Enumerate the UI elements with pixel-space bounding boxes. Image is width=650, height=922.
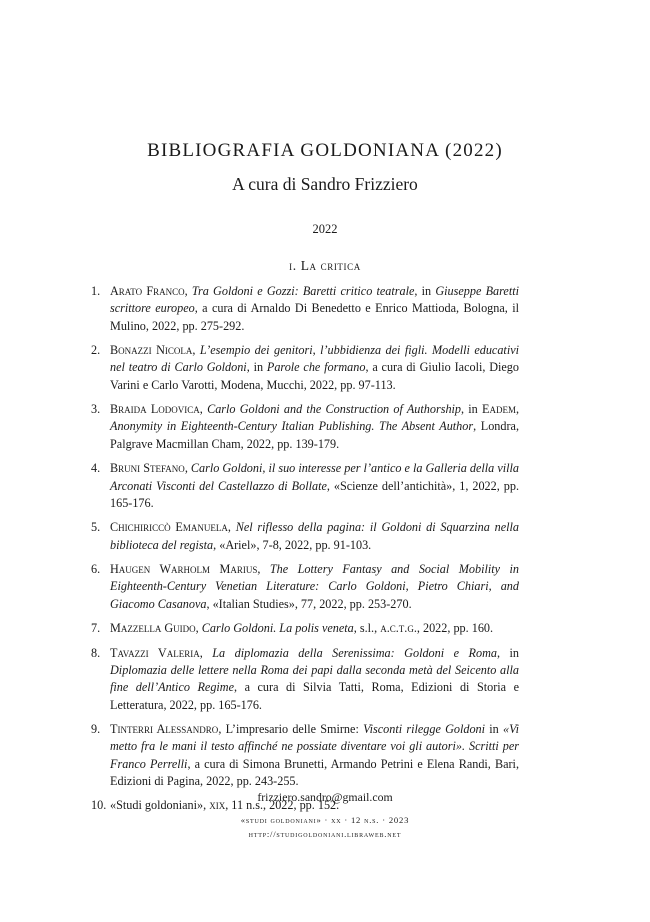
article-editor: A cura di Sandro Frizziero xyxy=(232,174,418,194)
bibliography-entry xyxy=(91,342,519,394)
entry-segment: , Londra, Palgrave Macmillan Cham, 2022, pp. 139-179. xyxy=(110,419,519,451)
entry-text xyxy=(110,645,519,714)
bibliography-entry xyxy=(91,645,519,714)
entry-text xyxy=(110,283,519,335)
entry-segment: , s.l., xyxy=(353,621,381,636)
author-name: Bruni Stefano xyxy=(110,461,185,476)
entry-segment: , xyxy=(199,402,208,417)
author-email[interactable]: frizziero.sandro@gmail.com xyxy=(257,790,393,804)
entry-segment: , «Ariel», 7-8, 2022, pp. 91-103. xyxy=(213,537,372,552)
bibliography-entry xyxy=(91,721,519,790)
entry-number: 10. xyxy=(91,798,107,813)
entry-number: 9. xyxy=(91,722,101,737)
entry-segment: , «Scienze dell’antichità», 1, 2022, pp. 165-176. xyxy=(110,478,519,510)
article-title: BIBLIOGRAFIA GOLDONIANA (2022) xyxy=(147,140,503,161)
entry-segment: in xyxy=(485,722,503,737)
entry-segment: , L’impresario delle Smirne: xyxy=(218,722,364,737)
author-name: Mazzella Guido xyxy=(110,621,196,636)
entry-segment: , xyxy=(227,520,236,535)
entry-segment: , xyxy=(257,562,270,577)
entry-number: 2. xyxy=(91,343,101,358)
entry-text xyxy=(110,721,519,790)
entry-segment: , xyxy=(184,461,191,476)
work-title: Diplomazia delle lettere nella Roma dei papi dalla seconda metà del Seicento alla fine dell’Antico Regime xyxy=(110,662,519,695)
bibliography-entry xyxy=(91,519,519,554)
author-name: Braida Lodovica xyxy=(110,402,200,417)
entry-segment: , a cura di Giulio Iacoli, Diego Varini e Carlo Varotti, Modena, Mucchi, 2022, pp. 97-113. xyxy=(110,360,519,392)
work-title: «Vi metto fra le mani il testo affinché ne possiate diventare voi gli autori». Scritti per Franco Perrelli xyxy=(110,722,520,771)
work-title: Carlo Goldoni and the Construction of Authorship xyxy=(207,402,462,417)
author-name: a.c.t.g. xyxy=(380,621,417,636)
entry-segment: , 2022, pp. 160. xyxy=(416,621,494,636)
entry-segment: , in xyxy=(246,360,267,375)
work-title: L’esempio dei genitori, l’ubbidienza dei figli. Modelli educativi nel teatro di Carlo Goldoni xyxy=(110,343,520,375)
entry-segment: , a cura di Simona Brunetti, Armando Petrini e Elena Randi, Bari, Edizioni di Pagina, 2022, pp. 243-255. xyxy=(110,756,519,788)
entry-segment: , 11 n.s., 2022, pp. 152. xyxy=(225,798,340,813)
journal-url[interactable]: http://studigoldoniani.libraweb.net xyxy=(248,829,402,839)
work-title: Visconti rilegge Goldoni xyxy=(363,722,486,737)
work-title: La diplomazia della Serenissima: Goldoni e Roma xyxy=(212,645,497,660)
work-title: The Lottery Fantasy and Social Mobility in Eighteenth-Century Venetian Literature: Carlo Goldoni, Pietro Chiari, and Giacomo Casanova xyxy=(110,562,519,611)
entry-text xyxy=(110,401,519,453)
entry-segment: , xyxy=(199,645,213,660)
section-heading: i. La critica xyxy=(289,258,361,273)
entry-text xyxy=(110,342,519,394)
work-title: Carlo Goldoni, il suo interesse per l’antico e la Galleria della villa Arconati Visconti del Castellazzo di Bollate xyxy=(110,461,519,493)
work-title: Giuseppe Baretti scrittore europeo xyxy=(110,284,519,316)
entry-number: 6. xyxy=(91,562,101,577)
work-title: Carlo Goldoni. La polis veneta xyxy=(201,621,354,636)
entry-number: 3. xyxy=(91,402,101,417)
entry-text xyxy=(110,620,519,637)
article-year: 2022 xyxy=(312,222,338,236)
entry-segment: «Studi goldoniani», xyxy=(110,798,210,813)
entry-number: 5. xyxy=(91,520,101,535)
work-title: Tra Goldoni e Gozzi: Baretti critico teatrale xyxy=(191,284,415,298)
author-name: Haugen Warholm Marius xyxy=(110,562,258,577)
bibliography-entry xyxy=(91,620,519,637)
entry-segment: , «Italian Studies», 77, 2022, pp. 253-270. xyxy=(206,596,412,611)
entry-segment: , xyxy=(515,402,519,417)
bibliography-entry xyxy=(91,561,519,613)
entry-text xyxy=(110,460,519,512)
author-name: Tinterri Alessandro xyxy=(110,722,219,737)
entry-number: 4. xyxy=(91,461,101,476)
entry-segment: , xyxy=(184,284,192,298)
entry-segment: , a cura di Silvia Tatti, Roma, Edizioni di Storia e Letteratura, 2022, pp. 165-176. xyxy=(110,680,519,712)
journal-footer: «studi goldoniani» · xx · 12 n.s. · 2023 xyxy=(240,815,410,825)
entry-segment: , in xyxy=(414,284,436,298)
entry-segment: , in xyxy=(461,402,482,417)
bibliography-entry xyxy=(91,283,519,335)
entry-segment: , in xyxy=(496,645,519,660)
entry-segment: , xyxy=(192,343,200,358)
entry-segment: , a cura di Arnaldo Di Benedetto e Enrico Mattioda, Bologna, il Mulino, 2022, pp. 275-292. xyxy=(110,301,519,333)
author-name: Bonazzi Nicola xyxy=(110,343,193,358)
bibliography-entry xyxy=(91,401,519,453)
bibliography-entry xyxy=(91,460,519,512)
work-title: Nel riflesso della pagina: il Goldoni di Squarzina nella biblioteca del regista xyxy=(110,520,520,552)
entry-segment: , xyxy=(195,621,202,636)
author-name: Chichiriccò Emanuela xyxy=(110,520,228,535)
author-name: Tavazzi Valeria xyxy=(110,645,200,660)
author-name: Arato Franco xyxy=(110,284,185,298)
author-name: Eadem xyxy=(482,402,516,417)
author-name: xix xyxy=(209,798,226,813)
entry-text xyxy=(110,519,519,554)
entry-number: 8. xyxy=(91,645,101,660)
entry-text xyxy=(110,561,519,613)
entry-number: 7. xyxy=(91,621,101,636)
work-title: Anonymity in Eighteenth-Century Italian Publishing. The Absent Author xyxy=(110,419,474,434)
bibliography-list xyxy=(91,283,519,822)
work-title: Parole che formano xyxy=(266,360,366,375)
entry-number: 1. xyxy=(91,284,101,298)
